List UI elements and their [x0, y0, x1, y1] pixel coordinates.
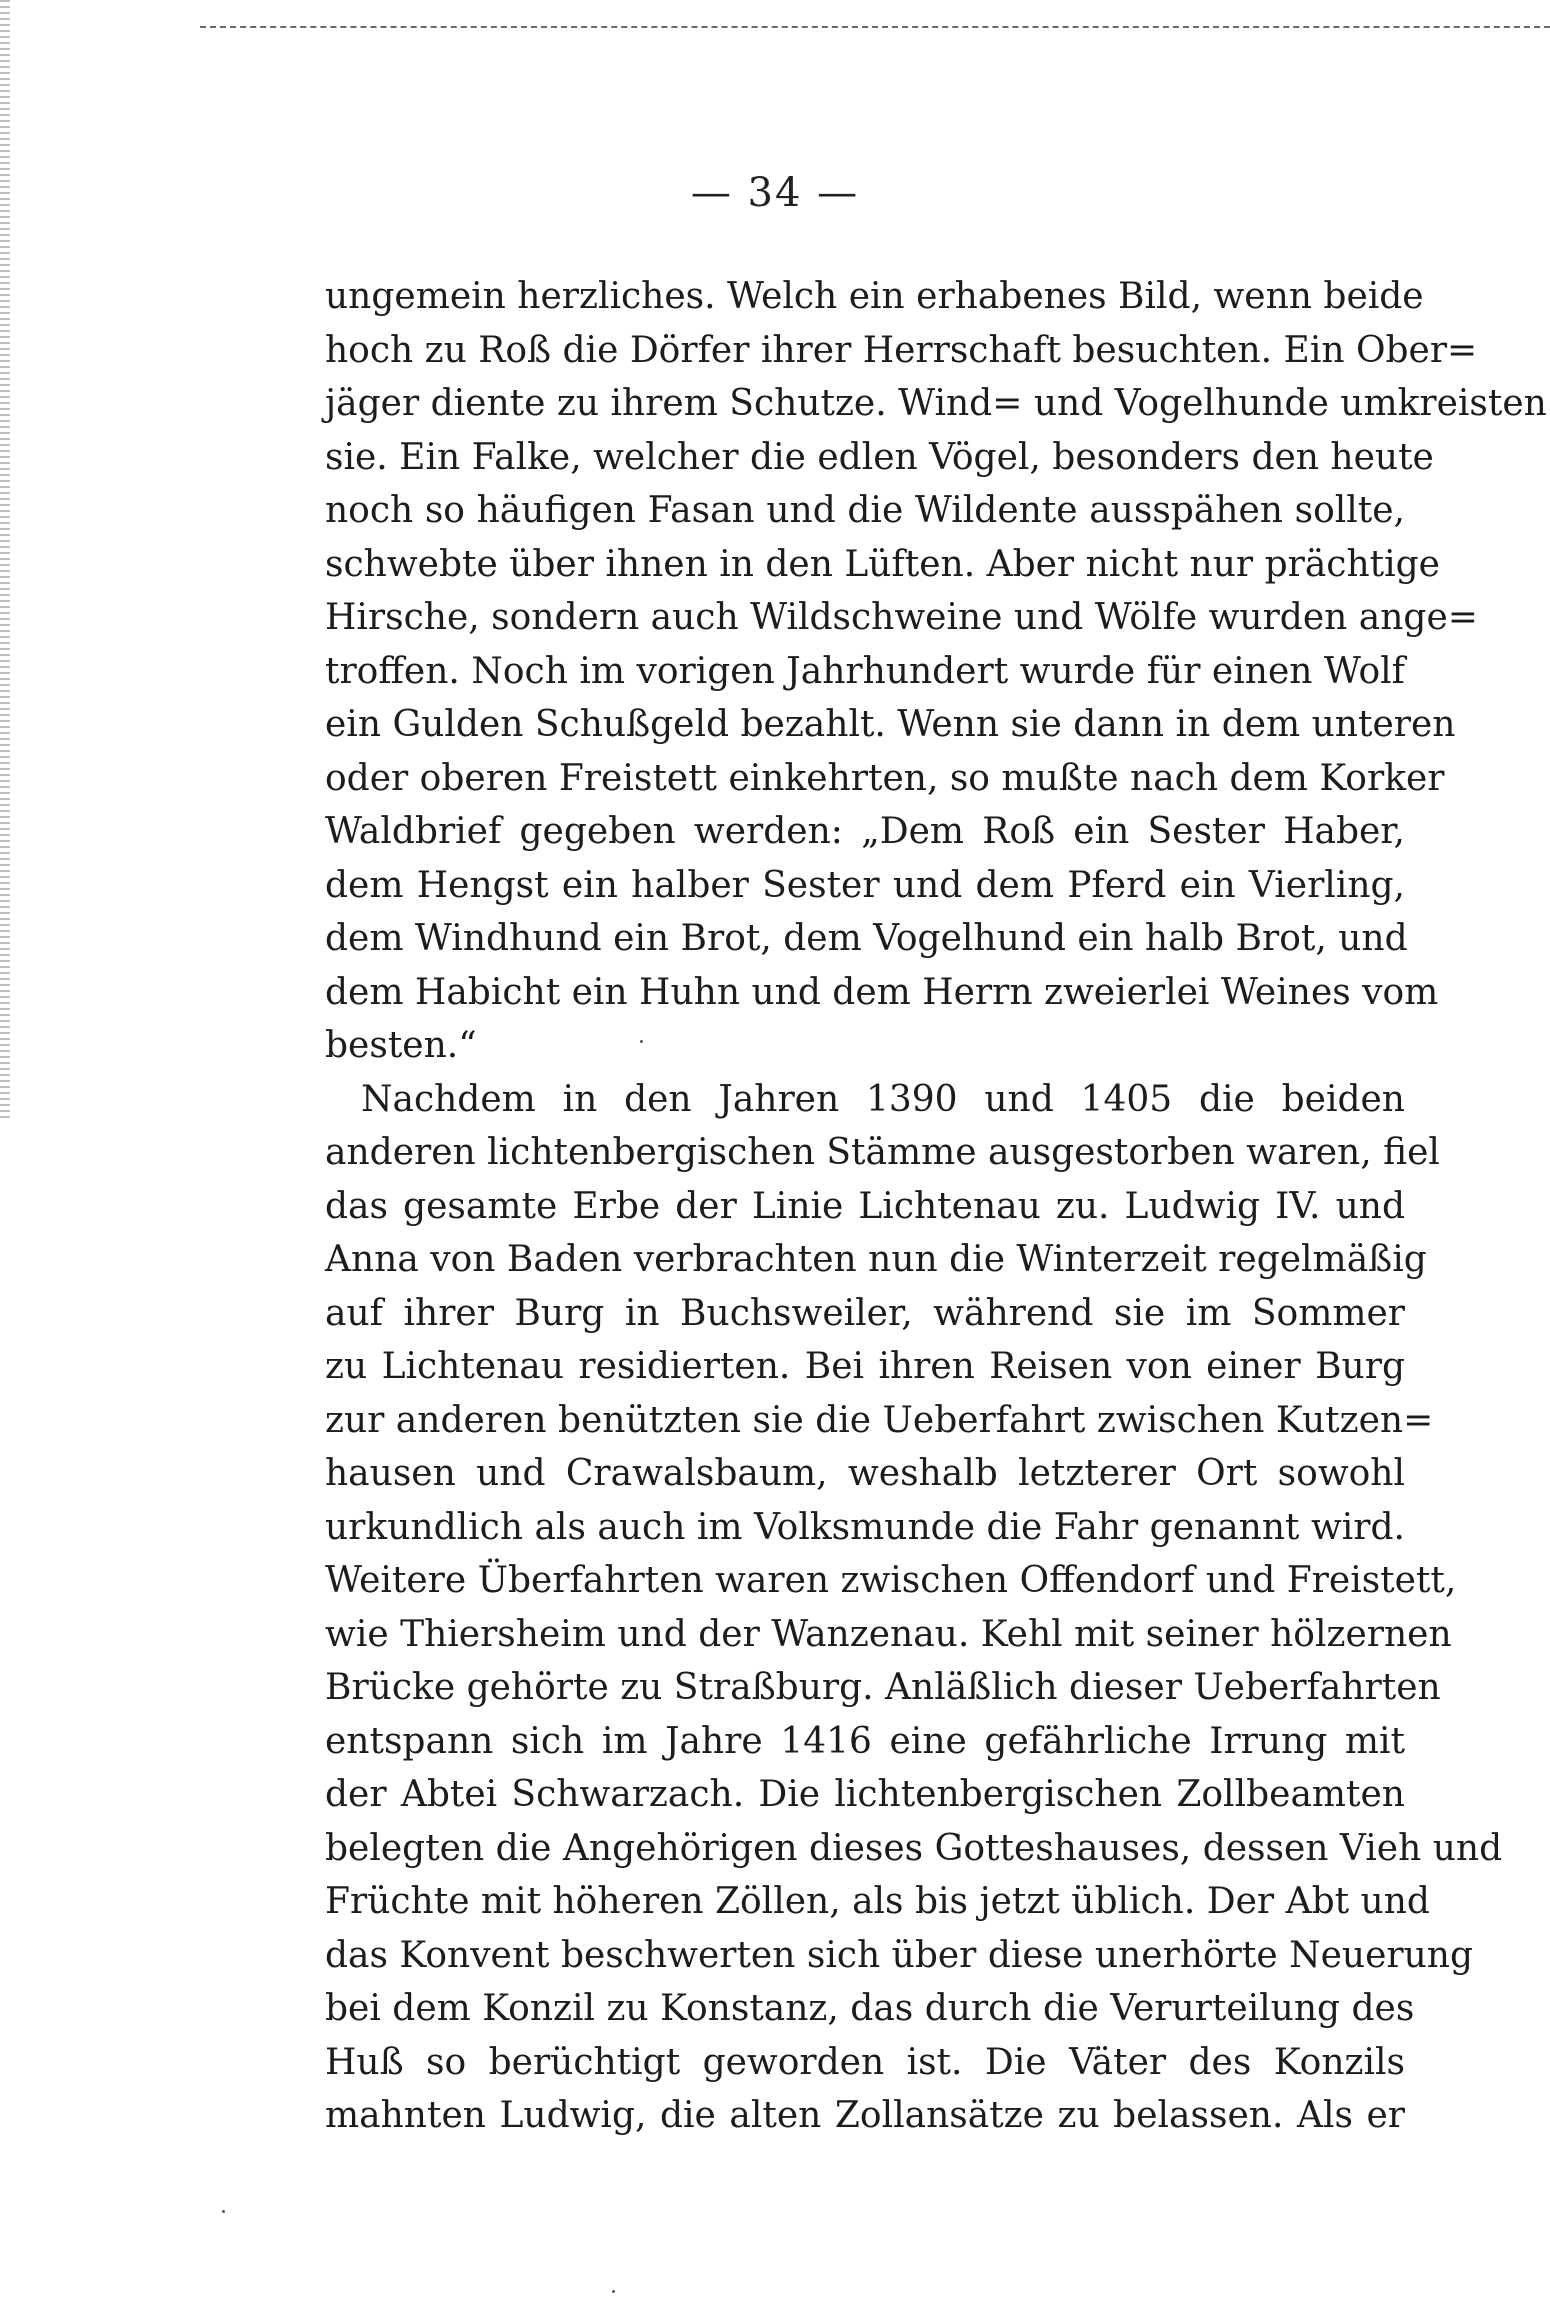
scan-speck — [612, 2290, 615, 2293]
text-line: Waldbrief gegeben werden: „Dem Roß ein Sester Haber, — [325, 811, 1405, 852]
text-line: entspann sich im Jahre 1416 eine gefährliche Irrung mit — [325, 1720, 1405, 1762]
scan-speck — [640, 1040, 643, 1043]
text-line: jäger diente zu ihrem Schutze. Wind= und Vogelhunde umkreisten — [325, 383, 1547, 424]
text-line: bei dem Konzil zu Konstanz, das durch die Verurteilung des — [325, 1988, 1415, 2029]
scan-edge-artifact — [0, 0, 10, 1120]
text-line: zu Lichtenau residierten. Bei ihren Reisen von einer Burg — [325, 1346, 1405, 1387]
text-line: urkundlich als auch im Volksmunde die Fahr genannt wird. — [325, 1506, 1405, 1548]
text-line: belegten die Angehörigen dieses Gotteshauses, dessen Vieh und — [325, 1827, 1503, 1869]
text-line: mahnten Ludwig, die alten Zollansätze zu belassen. Als er — [325, 2095, 1405, 2136]
text-line: dem Hengst ein halber Sester und dem Pferd ein Vierling, — [325, 864, 1405, 906]
text-line: Früchte mit höheren Zöllen, als bis jetzt üblich. Der Abt und — [325, 1881, 1430, 1922]
text-line: das gesamte Erbe der Linie Lichtenau zu. Ludwig IV. und — [325, 1185, 1405, 1227]
text-line-paragraph-end: besten.“ — [325, 1025, 477, 1066]
text-line: schwebte über ihnen in den Lüften. Aber nicht nur prächtige — [325, 543, 1440, 585]
text-line: noch so häufigen Fasan und die Wildente ausspähen sollte, — [325, 490, 1405, 531]
text-line: sie. Ein Falke, welcher die edlen Vögel, besonders den heute — [325, 436, 1434, 478]
text-line: ein Gulden Schußgeld bezahlt. Wenn sie dann in dem unteren — [325, 704, 1456, 745]
text-line: hausen und Crawalsbaum, weshalb letzterer Ort sowohl — [325, 1453, 1405, 1494]
text-line: das Konvent beschwerten sich über diese unerhörte Neuerung — [325, 1934, 1473, 1976]
text-line: hoch zu Roß die Dörfer ihrer Herrschaft besuchten. Ein Ober= — [325, 329, 1478, 371]
text-line: Anna von Baden verbrachten nun die Winterzeit regelmäßig — [325, 1239, 1427, 1280]
text-line: Weitere Überfahrten waren zwischen Offendorf und Freistett, — [325, 1560, 1457, 1601]
text-line: troffen. Noch im vorigen Jahrhundert wurde für einen Wolf — [325, 650, 1405, 692]
text-line: oder oberen Freistett einkehrten, so mußte nach dem Korker — [325, 757, 1445, 799]
text-line: Hirsche, sondern auch Wildschweine und Wölfe wurden ange= — [325, 597, 1478, 638]
body-text — [325, 270, 1547, 2143]
text-line: Brücke gehörte zu Straßburg. Anläßlich dieser Ueberfahrten — [325, 1667, 1441, 1708]
text-line: wie Thiersheim und der Wanzenau. Kehl mit seiner hölzernen — [325, 1613, 1452, 1655]
text-line: der Abtei Schwarzach. Die lichtenbergischen Zollbeamten — [325, 1774, 1405, 1815]
text-line: Huß so berüchtigt geworden ist. Die Väter des Konzils — [325, 2041, 1405, 2083]
text-line: anderen lichtenbergischen Stämme ausgestorben waren, fiel — [325, 1132, 1440, 1173]
top-rule — [200, 26, 1550, 28]
text-line: ungemein herzliches. Welch ein erhabenes Bild, wenn beide — [325, 276, 1424, 317]
page-number: — 34 — — [690, 170, 860, 216]
text-line: zur anderen benützten sie die Ueberfahrt zwischen Kutzen= — [325, 1399, 1434, 1441]
text-line: dem Habicht ein Huhn und dem Herrn zweierlei Weines vom — [325, 971, 1439, 1013]
text-line-paragraph-start: Nachdem in den Jahren 1390 und 1405 die beiden — [361, 1078, 1405, 1120]
scan-speck — [222, 2210, 225, 2213]
text-line: dem Windhund ein Brot, dem Vogelhund ein halb Brot, und — [325, 918, 1408, 959]
text-line: auf ihrer Burg in Buchsweiler, während sie im Sommer — [325, 1292, 1405, 1334]
